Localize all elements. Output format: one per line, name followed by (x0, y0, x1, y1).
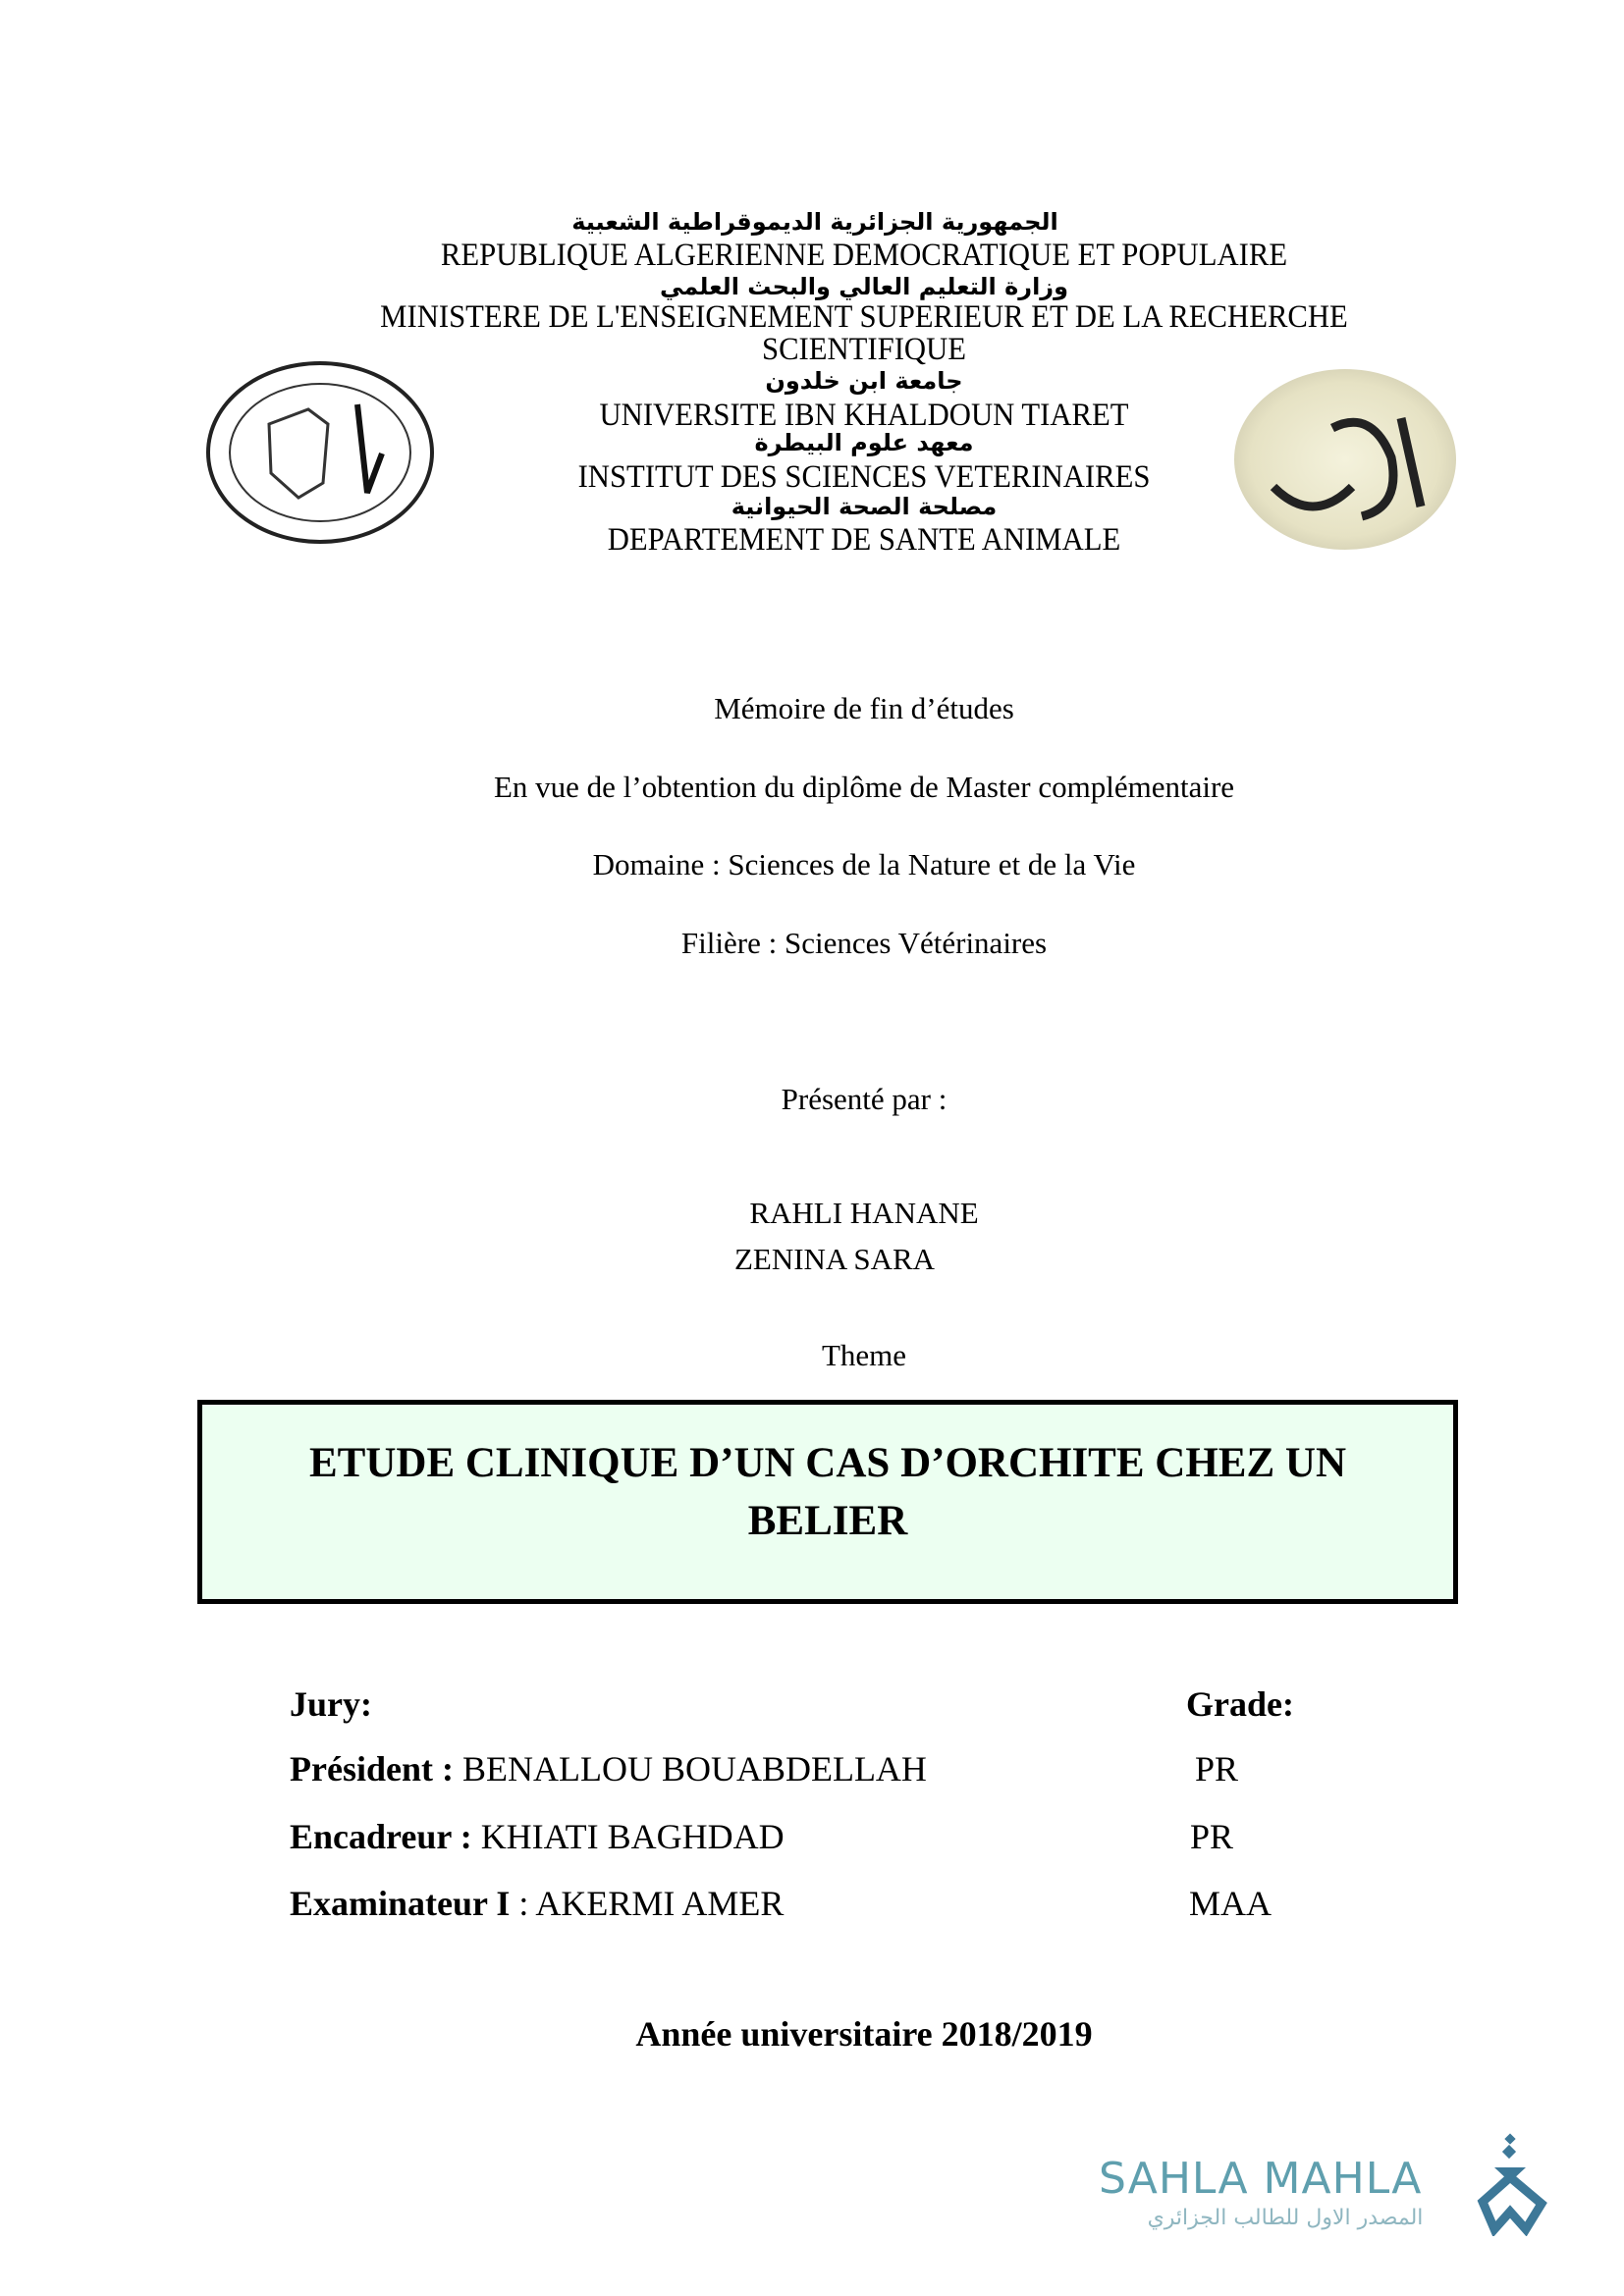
jury-name: KHIATI BAGHDAD (471, 1817, 785, 1856)
institute-heading: INSTITUT DES SCIENCES VETERINAIRES (577, 459, 1151, 495)
calligraphic-emblem-icon (1477, 2133, 1550, 2236)
academic-year: Année universitaire 2018/2019 (635, 2014, 1093, 2054)
arabic-institute: معهد علوم البيطرة (754, 429, 974, 456)
sahla-mahla-watermark (1099, 2133, 1550, 2241)
filiere-line: Filière : Sciences Vétérinaires (680, 926, 1048, 960)
author-name: ZENINA SARA (733, 1242, 936, 1276)
arabic-republic: الجمهورية الجزائرية الديموقراطية الشعبية (571, 208, 1058, 236)
arabic-department: مصلحة الصحة الحيوانية (731, 493, 998, 520)
department-heading: DEPARTEMENT DE SANTE ANIMALE (607, 522, 1121, 558)
ministry-heading: MINISTERE DE L'ENSEIGNEMENT SUPERIEUR ET DE LA RECHERCHE (380, 299, 1348, 335)
university-heading: UNIVERSITE IBN KHALDOUN TIARET (599, 398, 1129, 433)
jury-role: Encadreur : (290, 1817, 472, 1856)
jury-name: BENALLOU BOUABDELLAH (453, 1749, 927, 1789)
domain-line: Domaine : Sciences de la Nature et de la Vie (592, 847, 1136, 881)
author-name: RAHLI HANANE (749, 1196, 979, 1230)
thesis-title-line1: ETUDE CLINIQUE D’UN CAS D’ORCHITE CHEZ UN (308, 1440, 1347, 1486)
jury-grade: MAA (1189, 1884, 1272, 1923)
arabic-university: جامعة ابن خلدون (765, 367, 963, 395)
title-box (197, 1400, 1458, 1604)
republic-heading: REPUBLIQUE ALGERIENNE DEMOCRATIQUE ET POPULAIRE (440, 238, 1288, 273)
jury-label: Jury: (290, 1684, 372, 1724)
watermark-tagline: المصدر الاول للطالب الجزائري (1147, 2206, 1424, 2230)
ministry-heading-cont: SCIENTIFIQUE (761, 332, 967, 367)
jury-member-row (290, 1815, 785, 1858)
diploma-line: En vue de l’obtention du diplôme de Master complémentaire (493, 770, 1235, 804)
grade-label: Grade: (1186, 1684, 1294, 1724)
arabic-ministry: وزارة التعليم العالي والبحث العلمي (659, 273, 1069, 300)
watermark-brand: SAHLA MAHLA (1099, 2154, 1423, 2204)
jury-member-row (290, 1747, 927, 1790)
memoire-label: Mémoire de fin d’études (714, 691, 1014, 725)
presented-by-label: Présenté par : (781, 1082, 947, 1116)
jury-grade: PR (1195, 1749, 1239, 1789)
jury-grade: PR (1190, 1817, 1234, 1856)
theme-label: Theme (821, 1338, 907, 1372)
jury-member-row (290, 1882, 784, 1925)
jury-role: Président : (290, 1749, 454, 1789)
jury-name: : AKERMI AMER (510, 1884, 785, 1923)
jury-role: Examinateur I (290, 1884, 511, 1923)
thesis-title-line2: BELIER (747, 1498, 908, 1544)
